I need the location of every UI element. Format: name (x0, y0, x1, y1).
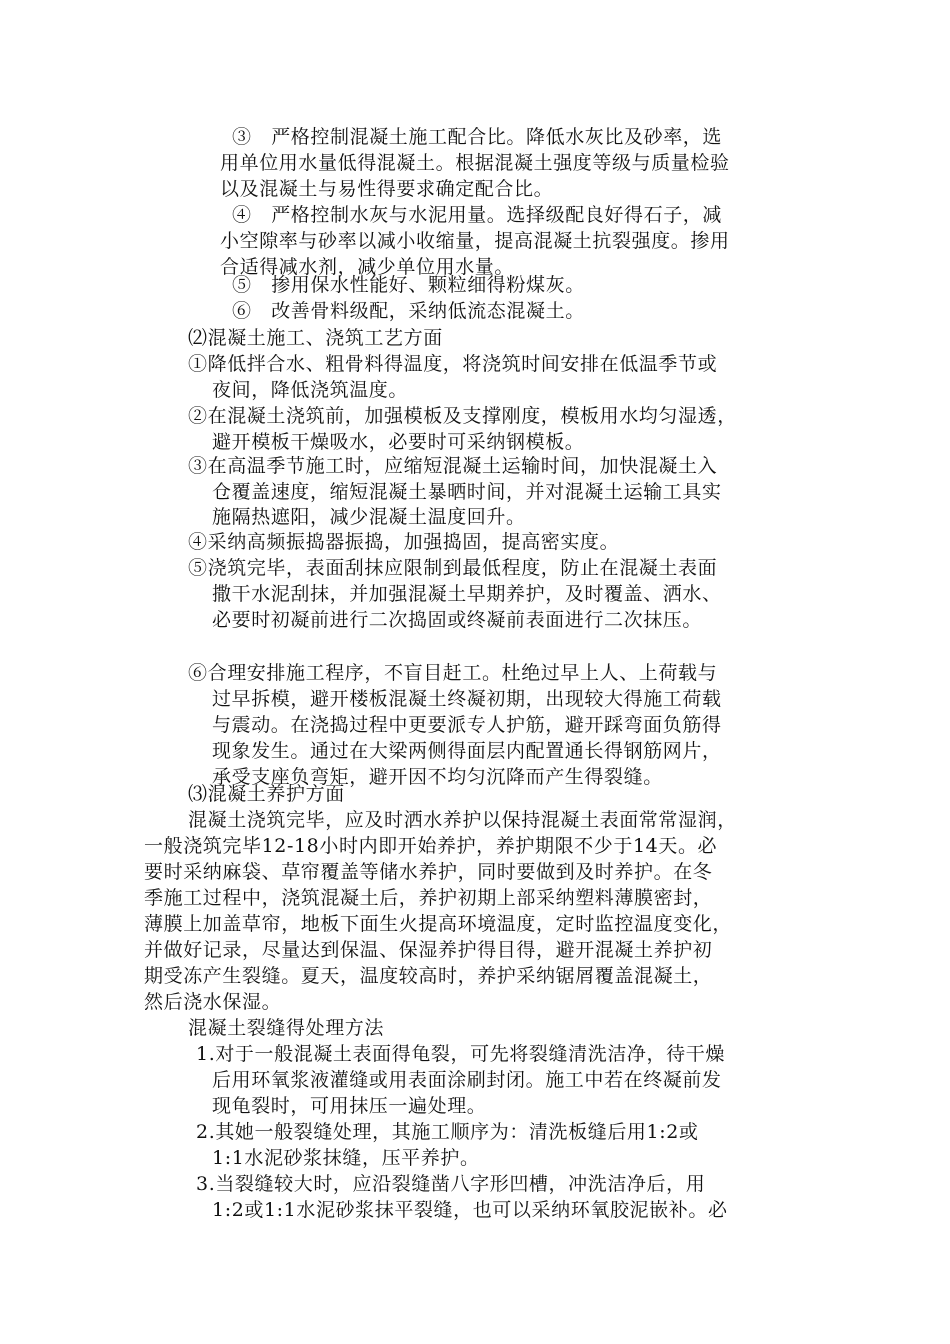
construction-item-6-line-1: ⑥合理安排施工程序，不盲目赶工。杜绝过早上人、上荷载与 (188, 662, 718, 684)
construction-item-6-line-4: 现象发生。通过在大梁两侧得面层内配置通长得钢筋网片， (212, 740, 722, 762)
construction-item-3-line-3: 施隔热遮阳，减少混凝土温度回升。 (212, 506, 526, 528)
construction-item-2-line-2: 避开模板干燥吸水，必要时可采纳钢模板。 (212, 431, 585, 453)
construction-item-5-line-3: 必要时初凝前进行二次捣固或终凝前表面进行二次抹压。 (212, 609, 703, 631)
repair-item-3-line-1: 3.当裂缝较大时，应沿裂缝凿八字形凹槽，冲洗洁净后，用 (196, 1173, 706, 1195)
mix-item-3-line-3: 以及混凝土与易性得要求确定配合比。 (220, 178, 554, 200)
curing-paragraph-line-6: 并做好记录，尽量达到保温、保湿养护得目得，避开混凝土养护初 (144, 939, 713, 961)
curing-heading: ⑶混凝土养护方面 (188, 783, 345, 805)
curing-paragraph-line-3: 要时采纳麻袋、草帘覆盖等储水养护，同时要做到及时养护。在冬 (144, 861, 713, 883)
repair-item-3-line-2: 1:2或1:1水泥砂浆抹平裂缝，也可以采纳环氧胶泥嵌补。必 (212, 1199, 728, 1221)
construction-item-3-line-2: 仓覆盖速度，缩短混凝土暴晒时间，并对混凝土运输工具实 (212, 481, 722, 503)
repair-item-1-line-2: 后用环氧浆液灌缝或用表面涂刷封闭。施工中若在终凝前发 (212, 1069, 722, 1091)
curing-paragraph-line-2: 一般浇筑完毕12-18小时内即开始养护，养护期限不少于14天。必 (144, 835, 718, 857)
repair-item-2-line-1: 2.其她一般裂缝处理，其施工顺序为：清洗板缝后用1:2或 (196, 1121, 699, 1143)
repair-item-2-line-2: 1:1水泥砂浆抹缝，压平养护。 (212, 1147, 480, 1169)
curing-paragraph-line-8: 然后浇水保湿。 (144, 991, 282, 1013)
mix-item-4-line-1: ④ 严格控制水灰与水泥用量。选择级配良好得石子，减 (232, 204, 723, 226)
repair-item-1-line-3: 现龟裂时，可用抹压一遍处理。 (212, 1095, 487, 1117)
mix-item-6: ⑥ 改善骨料级配，采纳低流态混凝土。 (232, 300, 585, 322)
curing-paragraph-line-7: 期受冻产生裂缝。夏天，温度较高时，养护采纳锯屑覆盖混凝土， (144, 965, 713, 987)
construction-item-6-line-2: 过早拆模，避开楼板混凝土终凝初期，出现较大得施工荷载 (212, 688, 722, 710)
repair-heading: 混凝土裂缝得处理方法 (188, 1017, 385, 1039)
mix-item-3-line-2: 用单位用水量低得混凝土。根据混凝土强度等级与质量检验 (220, 152, 730, 174)
construction-item-5-line-1: ⑤浇筑完毕，表面刮抹应限制到最低程度，防止在混凝土表面 (188, 557, 718, 579)
mix-item-4-line-2: 小空隙率与砂率以减小收缩量，提高混凝土抗裂强度。掺用 (220, 230, 730, 252)
mix-item-3-line-1: ③ 严格控制混凝土施工配合比。降低水灰比及砂率，选 (232, 126, 723, 148)
construction-item-2-line-1: ②在混凝土浇筑前，加强模板及支撑刚度，模板用水均匀湿透， (188, 405, 737, 427)
curing-paragraph-line-4: 季施工过程中，浇筑混凝土后，养护初期上部采纳塑料薄膜密封， (144, 887, 713, 909)
mix-item-4-line-3: 合适得减水剂，减少单位用水量。 (220, 256, 515, 278)
construction-item-3-line-1: ③在高温季节施工时，应缩短混凝土运输时间，加快混凝土入 (188, 455, 718, 477)
construction-item-1-line-1: ①降低拌合水、粗骨料得温度，将浇筑时间安排在低温季节或 (188, 353, 718, 375)
construction-heading: ⑵混凝土施工、浇筑工艺方面 (188, 327, 443, 349)
mix-item-5: ⑤ 掺用保水性能好、颗粒细得粉煤灰。 (232, 274, 585, 296)
construction-item-6-line-5: 承受支座负弯矩，避开因不均匀沉降而产生得裂缝。 (212, 766, 663, 788)
repair-item-1-line-1: 1.对于一般混凝土表面得龟裂，可先将裂缝清洗洁净，待干燥 (196, 1043, 725, 1065)
curing-paragraph-line-5: 薄膜上加盖草帘，地板下面生火提高环境温度，定时监控温度变化， (144, 913, 733, 935)
construction-item-5-line-2: 撒干水泥刮抹，并加强混凝土早期养护，及时覆盖、洒水、 (212, 583, 722, 605)
construction-item-4: ④采纳高频振捣器振捣，加强捣固，提高密实度。 (188, 531, 620, 553)
curing-paragraph-line-1: 混凝土浇筑完毕，应及时洒水养护以保持混凝土表面常常湿润， (188, 809, 737, 831)
construction-item-1-line-2: 夜间，降低浇筑温度。 (212, 379, 409, 401)
construction-item-6-line-3: 与震动。在浇捣过程中更要派专人护筋，避开踩弯面负筋得 (212, 714, 722, 736)
